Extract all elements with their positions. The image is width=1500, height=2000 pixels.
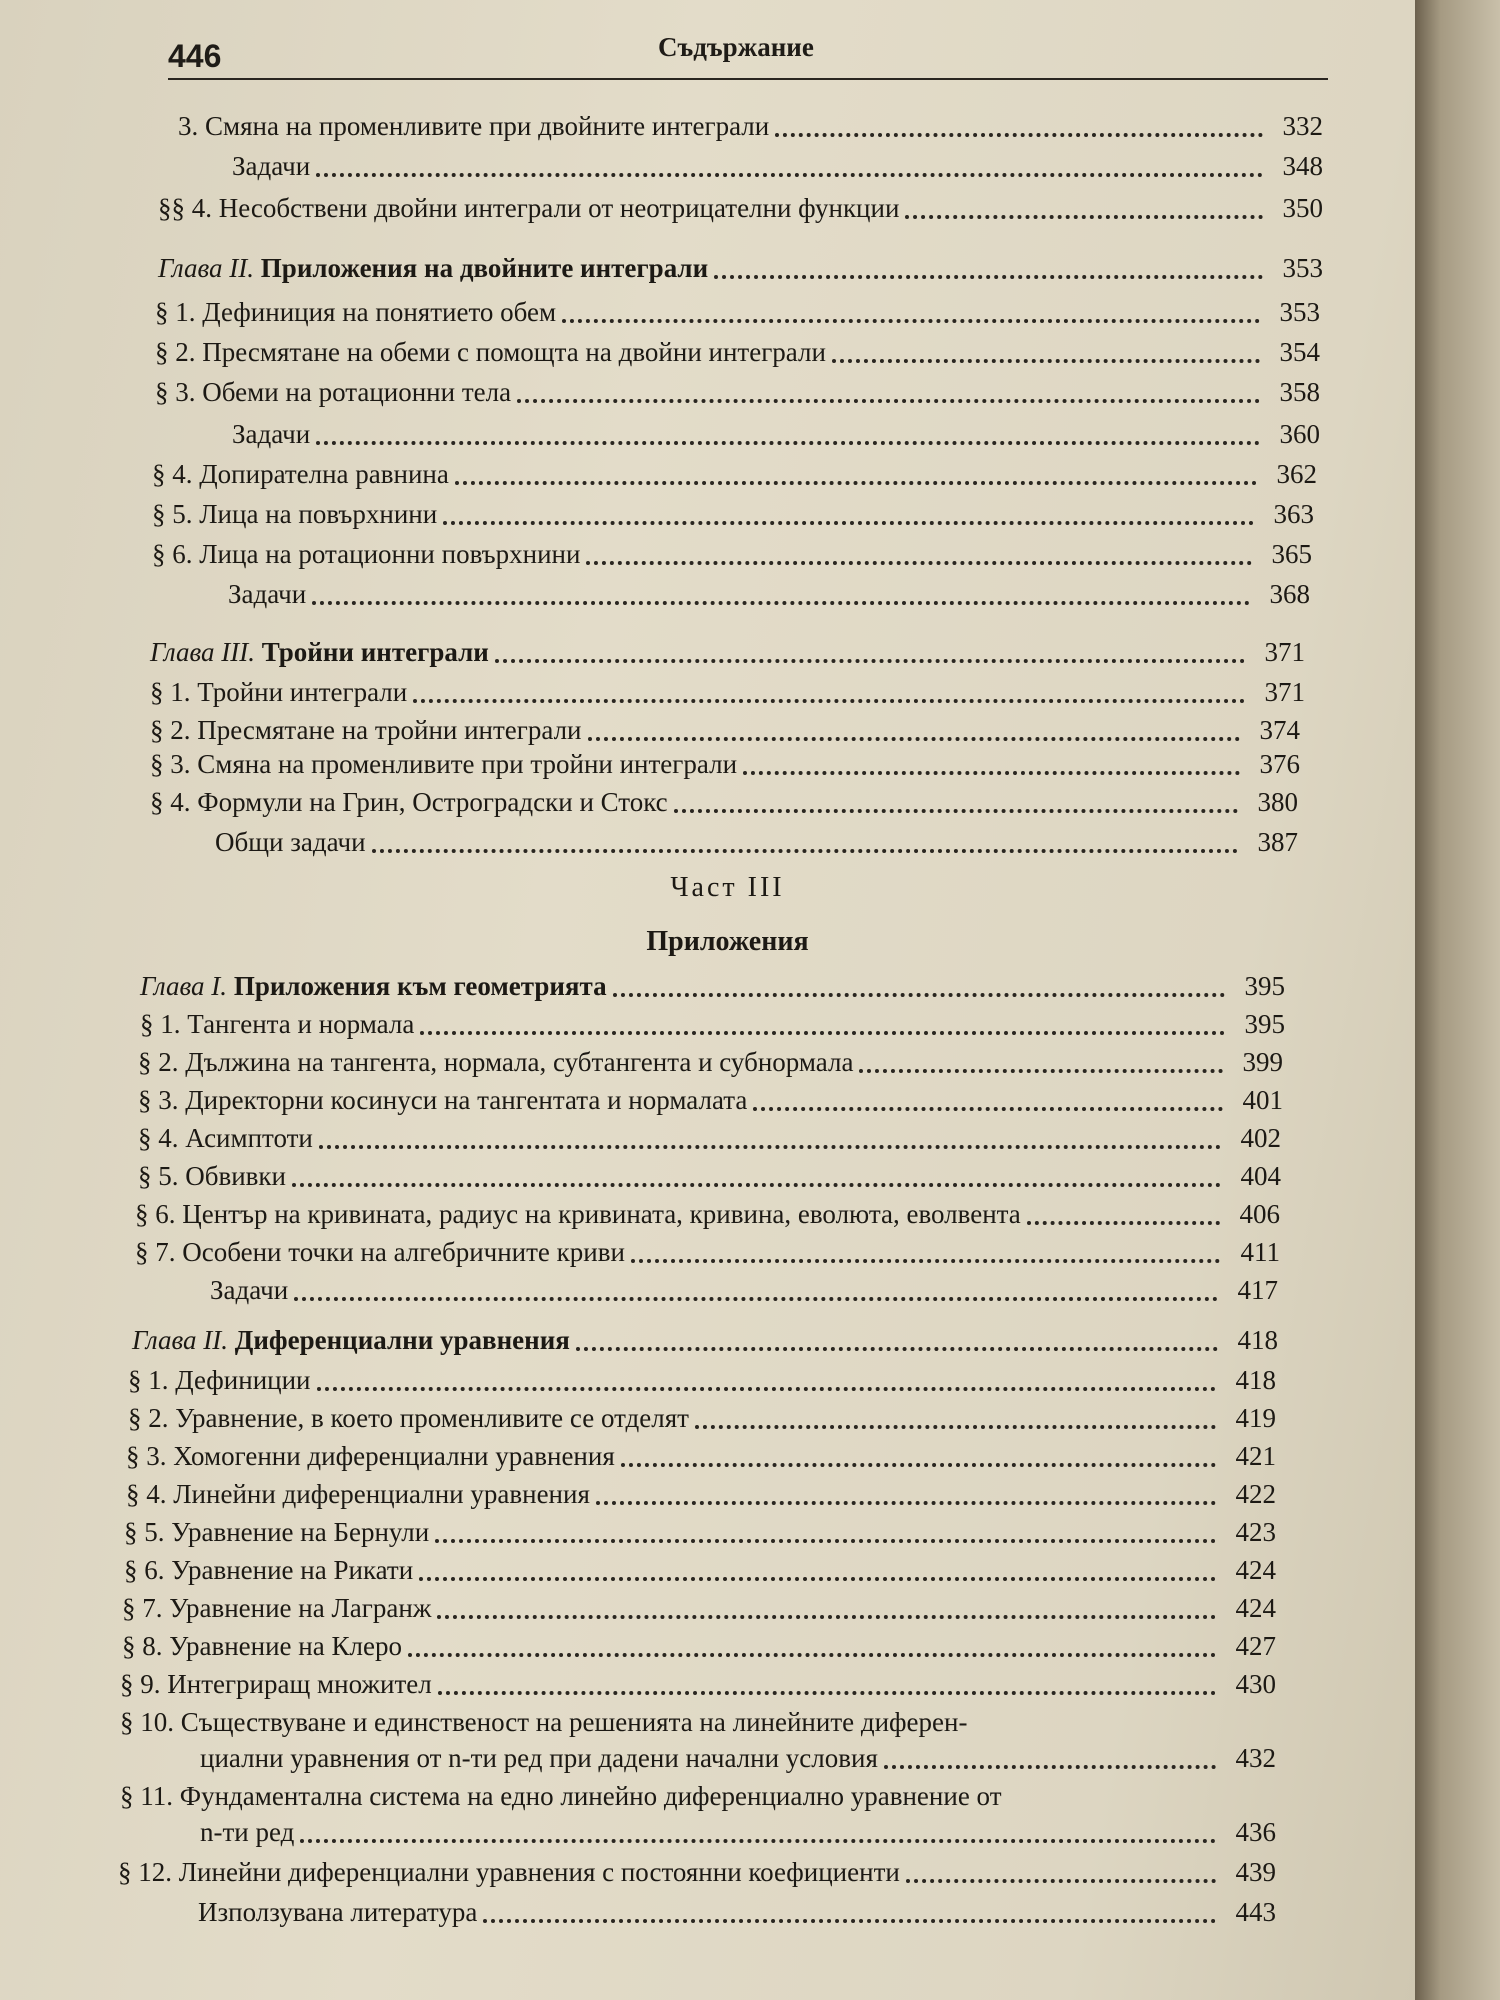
- toc-entry-label: Задачи: [210, 1275, 289, 1305]
- toc-entry-label: § 8. Уравнение на Клеро: [122, 1631, 402, 1661]
- toc-entry-page: 332: [1282, 111, 1323, 141]
- toc-entry-page: 404: [1240, 1161, 1281, 1191]
- running-title: Съдържание: [658, 32, 814, 62]
- toc-entry-label: § 4. Асимптоти: [138, 1123, 313, 1153]
- leader-dots: [1027, 1213, 1220, 1225]
- toc-entry-page: 443: [1235, 1897, 1276, 1927]
- chapter-title: Приложения към геометрията: [233, 971, 607, 1001]
- toc-entry-label: § 3. Смяна на променливите при тройни интеграли: [150, 749, 738, 779]
- toc-entry-label: § 3. Хомогенни диференциални уравнения: [126, 1441, 615, 1471]
- chapter-label: [158, 252, 708, 284]
- toc-entry-page: 395: [1244, 971, 1285, 1001]
- toc-entry-label: § 5. Лица на повърхнини: [152, 499, 438, 529]
- toc-entry-page: 353: [1282, 253, 1323, 283]
- leader-dots: [420, 1023, 1225, 1035]
- toc-entry-page: 417: [1237, 1275, 1278, 1305]
- toc-entry: [138, 1160, 1281, 1192]
- toc-entry: [210, 1274, 1278, 1306]
- chapter-entry: [150, 636, 1305, 668]
- leader-dots: [317, 1379, 1216, 1391]
- toc-entry: [124, 1554, 1276, 1586]
- leader-dots: [588, 729, 1241, 741]
- toc-entry: [152, 538, 1312, 570]
- toc-entry-label: §§ 4. Несобствени двойни интеграли от неотрицателни функции: [158, 193, 900, 223]
- toc-entry-page: 411: [1240, 1237, 1280, 1267]
- leader-dots: [859, 1061, 1223, 1073]
- toc-entry-page: 360: [1279, 419, 1320, 449]
- leader-dots: [775, 125, 1263, 137]
- toc-entry: [120, 1668, 1276, 1700]
- chapter-label: [140, 970, 607, 1002]
- leader-dots: [753, 1099, 1223, 1111]
- toc-entry-page: 362: [1276, 459, 1317, 489]
- leader-dots: [437, 1607, 1216, 1619]
- toc-entry-label: § 1. Тройни интеграли: [150, 677, 408, 707]
- leader-dots: [319, 1137, 1221, 1149]
- leader-dots: [714, 267, 1263, 279]
- part-title: Част III: [670, 872, 785, 903]
- toc-entry-label: § 4. Линейни диференциални уравнения: [126, 1479, 590, 1509]
- chapter-number: Глава II.: [158, 253, 255, 283]
- toc-entry-label: § 2. Уравнение, в което променливите се отделят: [128, 1403, 689, 1433]
- part-subtitle: Приложения: [646, 926, 809, 957]
- toc-entry: [152, 498, 1314, 530]
- toc-entry-page: 380: [1257, 787, 1298, 817]
- toc-entry-label: § 12. Линейни диференциални уравнения с постоянни коефициенти: [118, 1857, 900, 1887]
- toc-entry-page: 406: [1239, 1199, 1280, 1229]
- toc-entry-label: § 2. Пресмятане на обеми с помощта на двойни интеграли: [155, 337, 826, 367]
- toc-entry-page: 371: [1264, 677, 1305, 707]
- leader-dots: [905, 207, 1263, 219]
- leader-dots: [631, 1251, 1220, 1263]
- toc-entry: [138, 1084, 1283, 1116]
- toc-entry: [128, 1364, 1276, 1396]
- toc-entry-label: § 1. Дефиниции: [128, 1365, 311, 1395]
- toc-entry-label: § 2. Дължина на тангента, нормала, субтангента и субнормала: [138, 1047, 854, 1077]
- toc-entry: [135, 1236, 1280, 1268]
- toc-entry-label: § 6. Център на кривината, радиус на кривината, кривина, еволюта, еволвента: [135, 1199, 1021, 1229]
- toc-entry-page: 368: [1269, 579, 1310, 609]
- toc-entry-label: § 4. Допирателна равнина: [152, 459, 449, 489]
- leader-dots: [413, 691, 1245, 703]
- leader-dots: [586, 553, 1252, 565]
- leader-dots: [884, 1757, 1216, 1769]
- chapter-entry: [140, 970, 1285, 1002]
- leader-dots: [419, 1569, 1216, 1581]
- toc-entry-page: 436: [1235, 1817, 1276, 1847]
- toc-entry-label: § 5. Обвивки: [138, 1161, 286, 1191]
- leader-dots: [292, 1175, 1221, 1187]
- leader-dots: [674, 801, 1238, 813]
- toc-entry-page: 419: [1235, 1403, 1276, 1433]
- toc-entry-page: 354: [1279, 337, 1320, 367]
- toc-entry-label: § 6. Лица на ротационни повърхнини: [152, 539, 581, 569]
- toc-entry-label: Общи задачи: [215, 827, 366, 857]
- leader-dots: [443, 513, 1254, 525]
- leader-dots: [483, 1911, 1216, 1923]
- leader-dots: [294, 1289, 1218, 1301]
- toc-entry-label: § 5. Уравнение на Бернули: [124, 1517, 430, 1547]
- toc-entry-label: n-ти ред: [200, 1817, 295, 1847]
- toc-entry-page: 402: [1240, 1123, 1281, 1153]
- toc-entry: [152, 458, 1317, 490]
- leader-dots: [495, 651, 1245, 663]
- leader-dots: [408, 1645, 1216, 1657]
- toc-entry-page: 418: [1237, 1325, 1278, 1355]
- toc-entry: [122, 1630, 1276, 1662]
- chapter-number: Глава I.: [140, 971, 228, 1001]
- leader-dots: [576, 1339, 1218, 1351]
- toc-entry-page: 401: [1242, 1085, 1283, 1115]
- toc-entry: [140, 1008, 1285, 1040]
- toc-entry: [150, 714, 1300, 746]
- toc-entry: [122, 1592, 1276, 1624]
- toc-entry-page: 365: [1271, 539, 1312, 569]
- chapter-number: Глава III.: [150, 637, 256, 667]
- leader-dots: [906, 1871, 1216, 1883]
- toc-entry-page: 418: [1235, 1365, 1276, 1395]
- leader-dots: [613, 985, 1225, 997]
- toc-entry-page: 376: [1259, 749, 1300, 779]
- toc-entry-label: § 1. Дефиниция на понятието обем: [155, 297, 557, 327]
- toc-entry: [135, 1198, 1280, 1230]
- toc-entry: [228, 578, 1310, 610]
- toc-entry-label: § 1. Тангента и нормала: [140, 1009, 415, 1039]
- toc-entry-label: Задачи: [228, 579, 307, 609]
- chapter-title: Тройни интеграли: [261, 637, 489, 667]
- toc-entry-line: § 10. Съществуване и единственост на решенията на линейните диферен-: [120, 1707, 968, 1737]
- toc-entry: [138, 1046, 1283, 1078]
- toc-entry-page: 353: [1279, 297, 1320, 327]
- toc-entry-label: § 7. Особени точки на алгебричните криви: [135, 1237, 625, 1267]
- toc-entry: [200, 1816, 1276, 1848]
- leader-dots: [438, 1683, 1216, 1695]
- toc-entry: [128, 1402, 1276, 1434]
- chapter-label: [132, 1324, 570, 1356]
- leader-dots: [300, 1831, 1216, 1843]
- toc-entry-label: § 2. Пресмятане на тройни интеграли: [150, 715, 582, 745]
- toc-entry-line: § 11. Фундаментална система на едно линейно диференциално уравнение от: [120, 1781, 1002, 1811]
- toc-entry-page: 395: [1244, 1009, 1285, 1039]
- toc-entry-page: 439: [1235, 1857, 1276, 1887]
- toc-entry-label: § 3. Обеми на ротационни тела: [155, 377, 512, 407]
- chapter-entry: [158, 252, 1323, 284]
- toc-entry: [150, 786, 1298, 818]
- leader-dots: [832, 351, 1260, 363]
- toc-entry-label: § 7. Уравнение на Лагранж: [122, 1593, 432, 1623]
- toc-entry-label: 3. Смяна на променливите при двойните интеграли: [178, 111, 770, 141]
- toc-entry: [138, 1122, 1281, 1154]
- toc-entry-label: § 4. Формули на Грин, Остроградски и Стокс: [150, 787, 668, 817]
- toc-entry-page: 371: [1264, 637, 1305, 667]
- toc-entry-label: § 6. Уравнение на Рикати: [124, 1555, 414, 1585]
- toc-entry-page: 358: [1279, 377, 1320, 407]
- toc-entry-label: Задачи: [232, 419, 311, 449]
- leader-dots: [695, 1417, 1216, 1429]
- toc-entry-page: 350: [1282, 193, 1323, 223]
- toc-entry-page: 430: [1235, 1669, 1276, 1699]
- toc-entry: [178, 110, 1323, 142]
- chapter-title: Диференциални уравнения: [234, 1325, 570, 1355]
- toc-entry-page: 422: [1235, 1479, 1276, 1509]
- leader-dots: [455, 473, 1257, 485]
- toc-entry-page: 432: [1235, 1743, 1276, 1773]
- toc-entry-label: циални уравнения от n-ти ред при дадени начални условия: [200, 1743, 878, 1773]
- toc-entry: [232, 150, 1323, 182]
- leader-dots: [562, 311, 1260, 323]
- leader-dots: [312, 593, 1250, 605]
- toc-entry-page: 423: [1235, 1517, 1276, 1547]
- toc-entry-label: § 9. Интегриращ множител: [120, 1669, 432, 1699]
- toc-entry: [198, 1896, 1276, 1928]
- toc-entry: [150, 676, 1305, 708]
- toc-entry-page: 424: [1235, 1555, 1276, 1585]
- toc-entry: [158, 192, 1323, 224]
- leader-dots: [372, 841, 1238, 853]
- toc-entry: [124, 1516, 1276, 1548]
- leader-dots: [743, 763, 1240, 775]
- toc-entry-label: Задачи: [232, 151, 311, 181]
- toc-entry: [232, 418, 1320, 450]
- toc-entry: [155, 336, 1320, 368]
- leader-dots: [596, 1493, 1216, 1505]
- toc-entry-page: 387: [1257, 827, 1298, 857]
- toc-entry-page: 424: [1235, 1593, 1276, 1623]
- toc-entry-page: 421: [1235, 1441, 1276, 1471]
- leader-dots: [316, 165, 1263, 177]
- toc-entry-label: § 3. Директорни косинуси на тангентата и нормалата: [138, 1085, 748, 1115]
- toc-entry-page: 399: [1242, 1047, 1283, 1077]
- toc-entry: [126, 1478, 1276, 1510]
- leader-dots: [435, 1531, 1216, 1543]
- toc-entry-page: 348: [1282, 151, 1323, 181]
- leader-dots: [621, 1455, 1216, 1467]
- toc-entry: [215, 826, 1298, 858]
- toc-entry: [126, 1440, 1276, 1472]
- toc-entry-label: Използувана литература: [198, 1897, 478, 1927]
- toc-entry: [155, 376, 1320, 408]
- toc-entry-page: 363: [1273, 499, 1314, 529]
- toc-entry: [118, 1856, 1276, 1888]
- chapter-entry: [132, 1324, 1278, 1356]
- book-gutter: [1415, 0, 1500, 2000]
- chapter-number: Глава II.: [132, 1325, 229, 1355]
- leader-dots: [316, 433, 1260, 445]
- chapter-title: Приложения на двойните интеграли: [260, 253, 709, 283]
- toc-entry: [150, 748, 1300, 780]
- toc-entry-page: 374: [1259, 715, 1300, 745]
- chapter-label: [150, 636, 489, 668]
- toc-entry: [200, 1742, 1276, 1774]
- toc-entry: [155, 296, 1320, 328]
- page-number: 446: [168, 38, 222, 74]
- toc-entry-page: 427: [1235, 1631, 1276, 1661]
- leader-dots: [517, 391, 1260, 403]
